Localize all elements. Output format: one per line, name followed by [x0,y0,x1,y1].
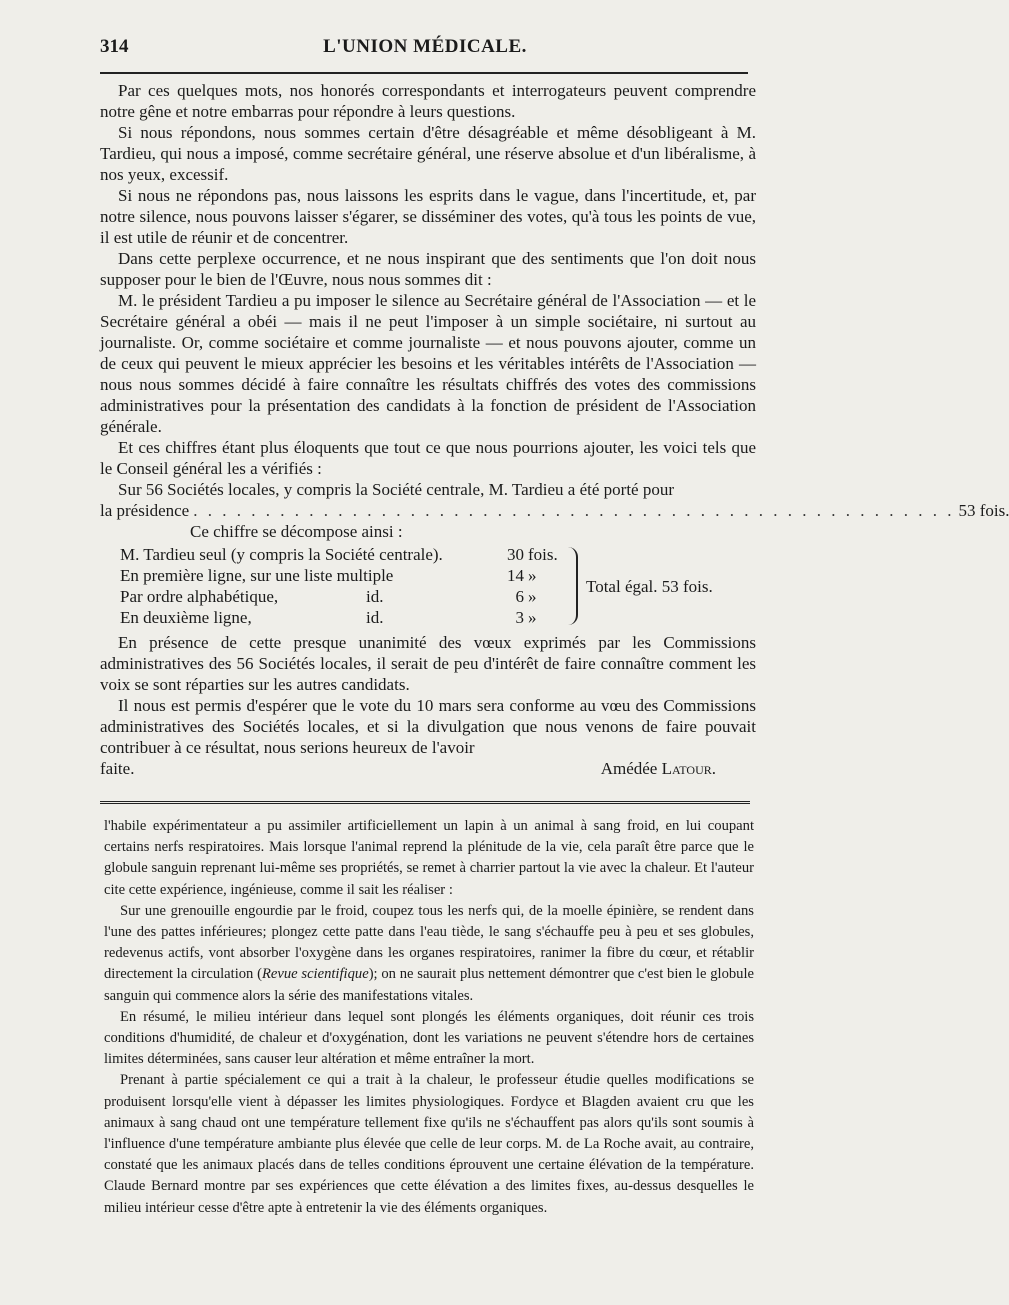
paragraph: M. le président Tardieu a pu imposer le silence au Secrétaire général de l'Association — et le Secrétaire général a obéi — mais il ne peut l'imposer à un simple sociétaire, ni surtout au journaliste. Or, comme sociétaire et comme journaliste — et nous pouvons ajouter, comme un de ceux qui peuvent le mieux apprécier les besoins et les véritables intérêts de l'Association — nous nous sommes décidé à faire connaître les résultats chiffrés des votes des commissions administratives pour la présentation des candidats à la fonction de président de l'Association générale. [100,291,756,436]
tally-row [120,607,560,628]
tally-label: En deuxième ligne, [120,608,252,627]
tally-number: 6 [515,587,524,606]
presidency-value: 53 fois. [958,501,1009,520]
paragraph: Par ces quelques mots, nos honorés correspondants et interrogateurs peuvent comprendre notre gêne et notre embarras pour répondre à leurs questions. [100,81,756,121]
paragraph: En présence de cette presque unanimité des vœux exprimés par les Commissions administratives des 56 Sociétés locales, il serait de peu d'intérêt de faire connaître comment les voix se sont réparties sur les autres candidats. [100,633,756,694]
tally-row [120,565,560,586]
paragraph: Prenant à partie spécialement ce qui a trait à la chaleur, le professeur étudie quelles modifications se produisent lorsqu'elle vient à dépasser les limites physiologiques. Fordyce et Blagden avaient cru que les animaux à sang chaud ont une température tellement fixe qu'ils ne s'échauffent pas alors qu'ils sont soumis à l'influence d'une température ambiante plus élevée que celle de leur corps. M. de La Roche avait, au contraire, constaté que les animaux placés dans de telles conditions éprouvent une certaine élévation de la température. Claude Bernard montre par ses expériences que cette élévation a des limites fixes, au-dessus desquelles le milieu intérieur cesse d'être apte à entretenir la vie des éléments organiques. [104,1072,754,1216]
author-first-name: Amédée [600,759,658,778]
article-body [100,80,1009,779]
citation-title: Revue scientifique [261,966,369,983]
tally-row [120,586,560,607]
tally-total: Total égal. 53 fois. [586,577,713,596]
tally-unit: » [528,608,537,627]
tally-ditto: id. [366,608,384,627]
paragraph: Il nous est permis d'espérer que le vote du 10 mars sera conforme au vœu des Commissions administratives des Sociétés locales, et si la divulgation que nous venons de faire pouvait contribuer à ce résultat, nous serions heureux de l'avoir [100,696,756,757]
page-header [100,30,750,64]
feuilleton-body [104,816,754,1219]
signature-line [100,758,756,779]
paragraph: Si nous répondons, nous sommes certain d'être désagréable et même désobligeant à M. Tardieu, qui nous a imposé, comme secrétaire général, une réserve absolue et d'un libéralisme, à nos yeux, excessif. [100,123,756,184]
tally-ditto: id. [366,587,384,606]
decomposition-heading: Ce chiffre se décompose ainsi : [190,522,403,541]
paragraph-text: Sur une grenouille engourdie par le froid, coupez tous les nerfs qui, de la moelle épinière, se rendent dans l'une des pattes inférieures; plongez cette patte dans l'eau tiède, le sang s'échauffe peu à peu et ses globules, redevenus actifs, vont absorber l'oxygène dans les organes respiratoires, ranimer la fibre du cœur, et rétablir directement la circulation ( [104,902,754,983]
tally-unit: » [528,587,537,606]
closing-word: faite. [100,759,135,778]
paragraph [104,901,754,1007]
paragraph: Et ces chiffres étant plus éloquents que tout ce que nous pourrions ajouter, les voici tels que le Conseil général les a vérifiés : [100,438,756,478]
leader-dots: . . . . . . . . . . . . . . . . . . . . . . . . . . . . . . . . . . . . . . . . . . . . . . . . . . . . . [193,501,955,520]
vote-tally [100,544,756,630]
tally-brace [566,547,578,625]
presidency-count-line [100,500,1009,521]
tally-number: 14 [507,566,524,585]
author-last-name: Latour. [661,759,716,778]
paragraph: En résumé, le milieu intérieur dans lequel sont plongés les éléments organiques, doit réunir ces trois conditions d'humidité, de chaleur et d'oxygénation, dont les variations ne peuvent s'étendre hors de certaines limites déterminées, sans causer leur altération et même entraîner la mort. [104,1008,754,1068]
paragraph-text: ); on ne saurait plus nettement démontrer que c'est bien le globule sanguin qui commence alors la série des manifestations vitales. [104,966,754,1004]
header-rule [100,72,748,74]
tally-unit: » [528,566,537,585]
section-separator [100,801,750,807]
tally-number: 30 [507,545,524,564]
page-number: 314 [100,36,129,57]
paragraph: Sur 56 Sociétés locales, y compris la Société centrale, M. Tardieu a été porté pour [118,480,675,499]
tally-label: En première ligne, sur une liste multiple [120,566,394,585]
tally-row [120,544,560,565]
tally-number: 3 [515,608,524,627]
journal-title: L'UNION MÉDICALE. [323,36,527,57]
tally-label: M. Tardieu seul (y compris la Société centrale). [120,545,443,564]
tally-label: Par ordre alphabétique, [120,587,279,606]
paragraph: l'habile expérimentateur a pu assimiler artificiellement un lapin à un animal à sang froid, en lui coupant certains nerfs respiratoires. Mais lorsque l'animal reprend la plénitude de la vie, cela paraît être parce que le globule sanguin reprenant lui-même ses propriétés, se remet à charrier partout la vie avec la chaleur. Et l'auteur cite cette expérience, ingénieuse, comme il sait les réaliser : [104,818,754,898]
paragraph: Si nous ne répondons pas, nous laissons les esprits dans le vague, dans l'incertitude, et, par notre silence, nous pouvons laisser s'égarer, se disséminer des votes, qu'à tous les points de vue, il est utile de réunir et de concentrer. [100,186,756,247]
author-signature [601,758,716,779]
tally-unit: fois. [528,545,558,564]
presidency-label: la présidence [100,501,190,520]
paragraph: Dans cette perplexe occurrence, et ne nous inspirant que des sentiments que l'on doit nous supposer pour le bien de l'Œuvre, nous nous sommes dit : [100,249,756,289]
